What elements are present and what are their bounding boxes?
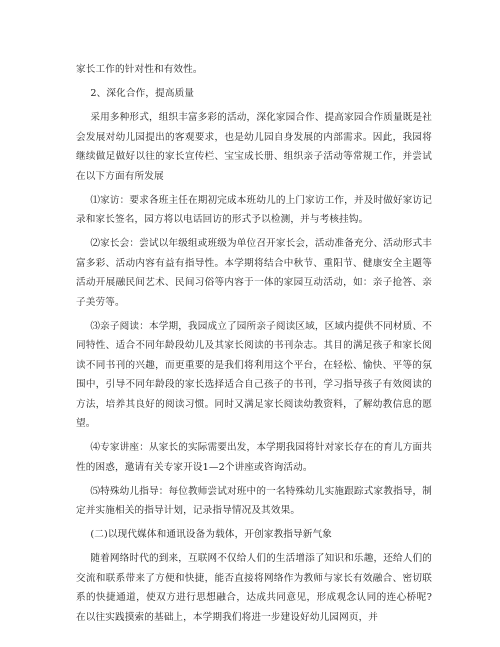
list-item-parent-child-reading: ⑶亲子阅读：本学期，我园成立了园所亲子阅读区域，区域内提供不同材质、不同特性、适合不同年龄段幼儿及其家长阅读的书刊杂志。其目的满足孩子和家长阅读不同书刊的兴趣，而更重要的是我们将利用这个平台，在轻松、愉快、平等的氛围中，引导不同年龄段的家长选择适合自己孩子的书刊，学习指导孩子有效阅读的方法，培养其良好的阅读习惯。同时又满足家长阅读幼教资料，了解幼教信息的愿望。	[76, 320, 432, 429]
list-item-parent-meeting: ⑵家长会：尝试以年级组或班级为单位召开家长会，活动准备充分、活动形式丰富多彩、活动内容有益有指导性。本学期将结合中秋节、重阳节、健康安全主题等活动开展融民间艺术、民间习俗等内容于一体的家园互动活动，如：亲子抢答、亲子美劳等。	[76, 238, 432, 308]
list-item-expert-lecture: ⑷专家讲座：从家长的实际需要出发，本学期我园将针对家长存在的育儿方面共性的困惑，邀请有关专家开设1—2个讲座或咨询活动。	[76, 442, 432, 473]
paragraph-intro: 采用多种形式，组织丰富多彩的活动，深化家园合作、提高家园合作质量既是社会发展对幼儿园提出的客观要求，也是幼儿园自身发展的内部需求。因此，我园将继续做足做好以往的家长宣传栏、宝宝成长册、组织亲子活动等常规工作，并尝试在以下方面有所发展	[76, 112, 432, 182]
paragraph-network-era: 随着网络时代的到来，互联网不仅给人们的生活增添了知识和乐趣，还给人们的交流和联系带来了方便和快捷，能否直接将网络作为教师与家长有效融合、密切联系的快捷通道，使双方进行思想融合，达成共同意见，形成观念认同的连心桥呢?在以往实践摸索的基础上，本学期我们将进一步建设好幼儿园网页，并	[76, 553, 432, 623]
paragraph-continuation: 家长工作的针对性和有效性。	[76, 64, 203, 75]
section-heading-deepen-cooperation: 2、深化合作，提高质量	[90, 88, 195, 99]
section-heading-modern-media: (二)以现代媒体和通讯设备为载体，开创家教指导新气象	[90, 529, 333, 540]
document-body	[76, 60, 432, 632]
list-item-home-visit: ⑴家访：要求各班主任在期初完成本班幼儿的上门家访工作，并及时做好家访记录和家长签名，园方将以电话回访的形式予以检测，并与考核挂钩。	[76, 194, 432, 225]
list-item-special-child-guidance: ⑸特殊幼儿指导：每位教师尝试对班中的一名特殊幼儿实施跟踪式家教指导，制定并实施相关的指导计划，记录指导情况及其效果。	[76, 485, 432, 516]
